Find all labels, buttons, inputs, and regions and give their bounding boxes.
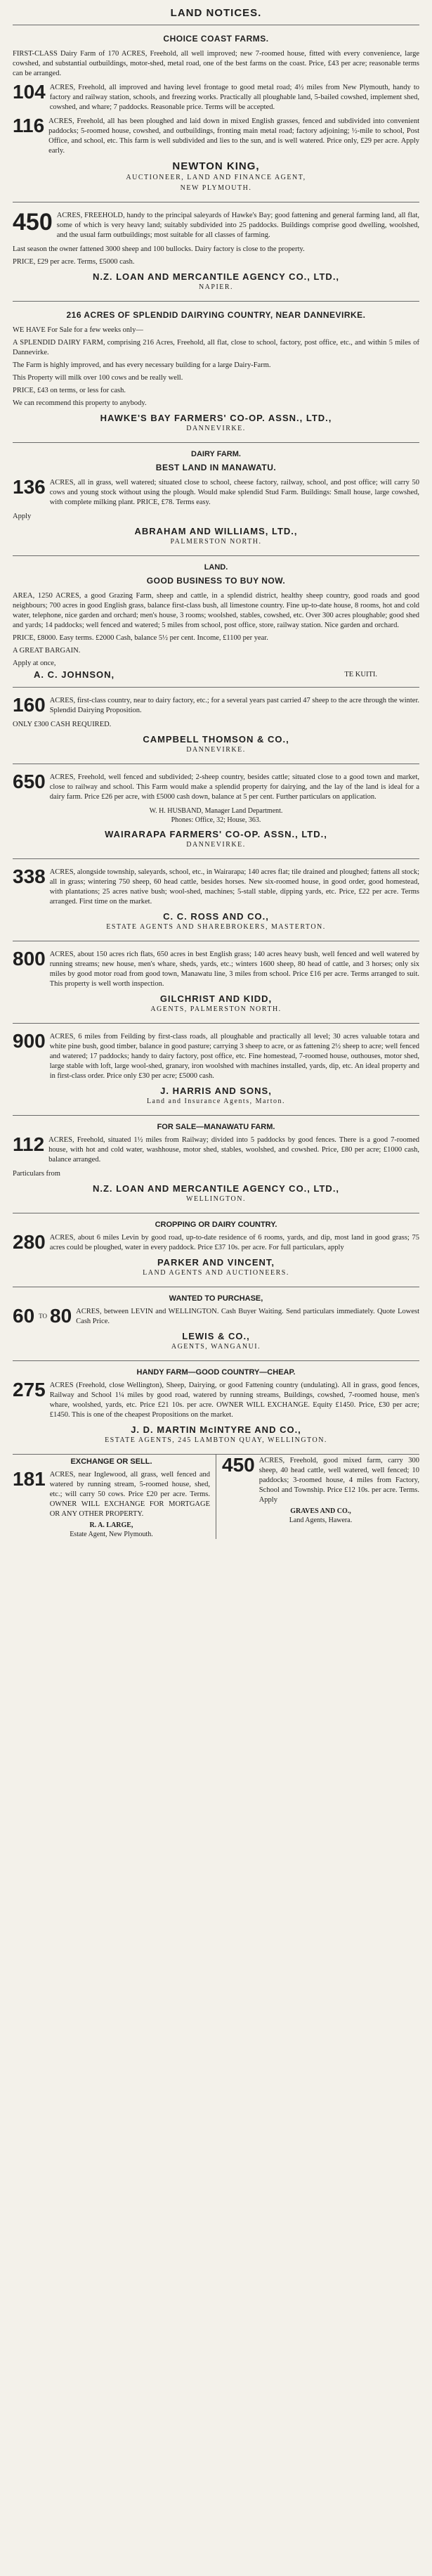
acreage-number: 80 — [50, 1305, 72, 1327]
agent-place: DANNEVIRKE. — [186, 746, 246, 754]
agent-sub: Land Agents, Hawera. — [289, 1516, 353, 1524]
acreage-number: 112 — [13, 1133, 45, 1155]
ad-gilchrist-kidd — [13, 941, 419, 1024]
listing-text: ACRES, alongside township, saleyards, school, etc., in Wairarapa; 140 acres flat; tile drained and ploughed; fattens all stock; all in grass; wintering 750 sheep, 60 head cattle, besides horses. New six-roomed house, in good order, good homestead, with plantations; 25 acres native bush; wool-shed, machines; 5-stall stable, dipping yards, etc. Price, £22 per acre. Terms arranged. First time on the market. — [49, 868, 419, 906]
ad-heading: 216 ACRES OF SPLENDID DAIRYING COUNTRY, NEAR DANNEVIRKE. — [66, 310, 366, 320]
ad-manawatu-farm-sale — [13, 1116, 419, 1213]
listing-entry — [13, 950, 419, 989]
ad-exchange-or-sell — [13, 1455, 210, 1539]
acreage-number: 650 — [13, 771, 46, 792]
ad-dannevirke-dairy — [13, 302, 419, 443]
acreage-number: 181 — [13, 1468, 46, 1490]
agent-phones: Phones: Office, 32; House, 363. — [171, 816, 261, 824]
acreage-number: 900 — [13, 1030, 46, 1052]
ad-paragraph: This Property will milk over 100 cows and be really well. — [13, 374, 183, 382]
agent-name: ABRAHAM AND WILLIAMS, LTD., — [134, 526, 298, 536]
ad-intro: WE HAVE For Sale for a few weeks only— — [13, 326, 143, 334]
agent-name: J. D. MARTIN McINTYRE AND CO., — [131, 1424, 301, 1435]
listing-text: ACRES, FREEHOLD, handy to the principal saleyards of Hawke's Bay; good fattening and general farming land, all flat, some of which is very heavy land; suitably subdivided into 25 paddocks. Buildings comprise good dwelling, woolshed, and the usual farm outbuildings; most suitable for all classes of farming. — [56, 212, 419, 239]
ad-hawkes-bay-farm — [13, 202, 419, 302]
agent-place: PALMERSTON NORTH. — [170, 538, 262, 546]
agent-place: NAPIER. — [198, 283, 234, 291]
ad-heading: FOR SALE—MANAWATU FARM. — [157, 1123, 275, 1131]
agent-name: R. A. LARGE, — [89, 1521, 133, 1529]
agent-name: WAIRARAPA FARMERS' CO-OP. ASSN., LTD., — [105, 829, 327, 839]
agent-name: N.Z. LOAN AND MERCANTILE AGENCY CO., LTD., — [92, 271, 340, 282]
ad-heading: CROPPING OR DAIRY COUNTRY. — [155, 1221, 277, 1229]
agent-place: DANNEVIRKE. — [186, 425, 246, 432]
ad-price: PRICE, £29 per acre. Terms, £5000 cash. — [13, 258, 135, 266]
ad-subheading: GOOD BUSINESS TO BUY NOW. — [146, 576, 286, 586]
agent-sub: LAND AGENTS AND AUCTIONEERS. — [143, 1269, 289, 1277]
agent-sub: ESTATE AGENTS, 245 LAMBTON QUAY, WELLINGTON. — [105, 1436, 327, 1444]
listing-text: ACRES, Freehold, situated 1½ miles from Railway; divided into 5 paddocks by good fences. There is a good 7-roomed house, with hot and cold water, washhouse, motor shed, stables, woolshed, and cowshed. Price, £80 per acre; £1000 cash, balance arranged. — [48, 1136, 419, 1164]
acreage-number: 60 — [13, 1305, 35, 1327]
ad-campbell-thomson — [13, 688, 419, 764]
agent-title: AUCTIONEER, LAND AND FINANCE AGENT, — [126, 174, 306, 181]
ad-te-kuiti-land — [13, 556, 419, 688]
listing-entry — [13, 117, 419, 156]
acreage-number: 136 — [13, 476, 46, 498]
ad-paragraph: A GREAT BARGAIN. — [13, 647, 81, 655]
ad-masterton — [13, 859, 419, 941]
agent-name: HAWKE'S BAY FARMERS' CO-OP. ASSN., LTD., — [100, 413, 332, 423]
ad-heading: CHOICE COAST FARMS. — [163, 34, 269, 44]
listing-entry — [13, 1032, 419, 1081]
listing-entry — [13, 211, 419, 240]
listing-text: ACRES, Freehold, good mixed farm, carry 300 sheep, 40 head cattle, well watered, well fenced; 10 paddocks; 3-roomed house, 4 miles from Factory, School and Township. Price £12 10s. per acre. Terms. Apply — [258, 1457, 419, 1504]
listing-entry — [13, 83, 419, 112]
ad-heading: HANDY FARM—GOOD COUNTRY—CHEAP. — [136, 1368, 296, 1377]
ad-harris-sons — [13, 1024, 419, 1116]
listing-entry — [13, 1135, 419, 1165]
agent-sub: Land and Insurance Agents, Marton. — [146, 1097, 286, 1105]
listing-text: ACRES, near Inglewood, all grass, well fenced and watered by running stream, 5-roomed house, shed, etc.; will carry 50 cows. Price £20 per acre. Terms. OWNER WILL EXCHANGE FOR MORTGAGE OR ANY OTHER PROPERTY. — [49, 1471, 210, 1518]
agent-name: CAMPBELL THOMSON & CO., — [143, 734, 289, 745]
listing-text: ACRES, about 6 miles Levin by good road, up-to-date residence of 6 rooms, yards, and dip, most land in good grass; 75 acres could be ploughed, water in every paddock. Price £37 10s. per acre. For full particulars, apply — [49, 1234, 419, 1251]
listing-entry — [13, 478, 419, 508]
agent-sub: ESTATE AGENTS AND SHAREBROKERS, MASTERTON. — [106, 923, 326, 931]
acreage-number: 275 — [13, 1379, 46, 1400]
acreage-number: 160 — [13, 694, 46, 716]
ad-price: PRICE, £8000. Easy terms. £2000 Cash, balance 5½ per cent. Income, £1100 per year. — [13, 634, 268, 642]
agent-row — [13, 670, 419, 680]
agent-name: J. HARRIS AND SONS, — [160, 1086, 272, 1096]
ad-choice-coast-farms — [13, 25, 419, 202]
ad-price: PRICE, £43 on terms, or less for cash. — [13, 387, 126, 394]
ad-subheading: BEST LAND IN MANAWATU. — [155, 463, 277, 472]
listing-entry — [13, 1381, 419, 1420]
ad-paragraph: We can recommend this property to anybody. — [13, 399, 147, 407]
listing-text: ACRES, about 150 acres rich flats, 650 acres in best English grass; 140 acres heavy bush, well fenced and well watered by running streams; new house, men's whare, sheds, yards, etc.; winters 1600 sheep, 80 head of cattle, and 3 horses; only six miles by good motor road from good town, Manawatu line, 3 miles from school. Price £16 per acre. Terms arranged to suit. This property is well worth inspection. — [49, 951, 419, 988]
bottom-two-column-ads — [13, 1455, 419, 1539]
ad-parker-vincent — [13, 1213, 419, 1287]
ad-paragraph: A SPLENDID DAIRY FARM, comprising 216 Acres, Freehold, all flat, close to school, factory, post office, etc., and within 5 miles of Dannevirke. — [13, 339, 419, 356]
acreage-number: 450 — [222, 1454, 255, 1476]
ad-handy-farm — [13, 1361, 419, 1455]
acreage-number: 800 — [13, 948, 46, 970]
page-title: LAND NOTICES. — [13, 4, 419, 25]
listing-text: ACRES, Freehold, all improved and having level frontage to good metal road; 4½ miles from New Plymouth, handy to factory and railway station, schools, and freezing works. Practically all ploughable land, 5-bailed cowshed, implement shed, cowshed, and whare; 7 paddocks. Reasonable price. Terms will be accepted. — [49, 84, 419, 111]
ad-heading: LAND. — [204, 563, 228, 572]
listing-text: ACRES, first-class country, near to dairy factory, etc.; for a several years past carried 47 sheep to the acre through the winter. Splendid Dairying Proposition. — [49, 697, 419, 714]
ad-wairarapa-farmers — [13, 764, 419, 859]
acreage-number: 338 — [13, 865, 46, 887]
ad-heading: DAIRY FARM. — [191, 450, 241, 458]
listing-text: ACRES, all in grass, well watered; situated close to school, cheese factory, railway, school, and post office; will carry 50 cows and young stock without using the plough. Would make splendid Stud Farm. Buildings: Small house, large cowshed, with complete milking plant. PRICE, £78. Terms easy. — [49, 479, 419, 506]
agent-place: NEW PLYMOUTH. — [180, 184, 252, 192]
listing-entry — [13, 865, 419, 907]
agent-name: C. C. ROSS AND CO., — [163, 911, 269, 922]
apply-line: Apply at once, — [13, 659, 56, 667]
listing-text: ACRES, between LEVIN and WELLINGTON. Cash Buyer Waiting. Send particulars immediately. Quote Lowest Cash Price. — [76, 1308, 419, 1325]
listing-text: ACRES (Freehold, close Wellington), Sheep, Dairying, or good Fattening country (undulating). All in grass, good fences, Railway and School 1¼ miles by good road, watered by running streams, Buildings, cowshed, 7-roomed house, men's whare, woolshed, yards, etc. Price £21 10s. per acre. OWNER WILL EXCHANGE. Equity £1450. Price, £30 per acre; £1450. This is one of the cheapest Propositions on the market. — [49, 1382, 419, 1419]
ad-heading: WANTED TO PURCHASE, — [169, 1294, 263, 1303]
listing-text: ACRES, Freehold, all has been ploughed and laid down in mixed English grasses, fenced and subdivided into convenient paddocks; 5-roomed house, cowshed, and outbuildings, fronting main metal road; factory adjoining; ½-mile to school, Post Office, and school, etc. This farm is well subdivided and lies to the sun, and is well watered. Price only, £29 per acre. Apply early. — [48, 117, 419, 155]
ad-paragraph: FIRST-CLASS Dairy Farm of 170 ACRES, Freehold, all well improved; new 7-roomed house, fitted with every convenience, large cowshed, and substantial outbuildings, motor-shed, metal road, one of the best farms on the coast. Price, £43 per acre; reasonable terms can be arranged. — [13, 50, 419, 77]
apply-line: Apply — [13, 513, 32, 520]
agent-name: N.Z. LOAN AND MERCANTILE AGENCY CO., LTD., — [92, 1183, 340, 1194]
listing-entry — [13, 773, 419, 802]
agent-name: A. C. JOHNSON, — [34, 669, 115, 680]
agent-manager: W. H. HUSBAND, Manager Land Department. — [149, 807, 283, 815]
listing-entry — [13, 1470, 210, 1519]
ad-paragraph: AREA, 1250 ACRES, a good Grazing Farm, sheep and cattle, in a splendid district, healthy sheep country, good roads and good neighbours; 700 acres in good English grass, balance first-class bush, all limestone country. Fine up-to-date house, 8 rooms, hot and cold water, telephone, nice garden and orchard; men's house, 3 rooms; woolshed, stables, cowshed, etc. Over 300 acres ploughable; good shed and yards; 14 paddocks; well fenced and watered; 5 miles from school, post office, store, railway station. Nice garden and orchard. — [13, 592, 419, 629]
ad-heading: EXCHANGE OR SELL. — [70, 1457, 152, 1466]
acreage-number: 116 — [13, 115, 45, 136]
listing-text: ACRES, 6 miles from Feilding by first-class roads, all ploughable and practically all level; 30 acres valuable totara and white pine bush, good timber, balance in good pasture; carrying 3 sheep to acre, or as fattening 2½ sheep to acre; well fenced and watered; 17 paddocks; handy to dairy factory, post office, etc. Fine homestead, 7-roomed house, outhouses, motor shed, large stable with loft, large wool-shed, granary, iron woolshed with machines installed, yards, dip, etc. An ideal property and in first-class order. Price only £30 per acre; £5000 cash. — [49, 1033, 419, 1080]
range-to: TO — [39, 1313, 47, 1320]
agent-name: NEWTON KING, — [172, 160, 260, 172]
agent-name: GILCHRIST AND KIDD, — [159, 993, 273, 1004]
ad-paragraph: Last season the owner fattened 3000 sheep and 100 bullocks. Dairy factory is close to the property. — [13, 245, 305, 253]
particulars-line: Particulars from — [13, 1170, 60, 1178]
acreage-number: 450 — [13, 209, 53, 236]
agent-name: PARKER AND VINCENT, — [157, 1257, 275, 1268]
listing-entry — [13, 1233, 419, 1253]
agent-sub: AGENTS, WANGANUI. — [171, 1343, 261, 1351]
agent-sub: Estate Agent, New Plymouth. — [70, 1531, 153, 1538]
listing-entry — [13, 696, 419, 716]
ad-price: ONLY £300 CASH REQUIRED. — [13, 721, 112, 728]
agent-sub: AGENTS, PALMERSTON NORTH. — [150, 1005, 282, 1013]
ad-manawatu-dairy — [13, 443, 419, 556]
listing-entry — [13, 1307, 419, 1327]
ad-graves-mixed-farm — [216, 1455, 419, 1539]
ad-wanted-to-purchase — [13, 1287, 419, 1361]
agent-place: WELLINGTON. — [186, 1195, 246, 1203]
listing-text: ACRES, Freehold, well fenced and subdivided; 2-sheep country, besides cattle; situated close to a good town and market, close to railway and school. This Farm would make a splendid property for dairying, and the lay of the land is ideal for a dairy farm. Price £26 per acre, with £5000 cash down, balance at 5 per cent. Further particulars on application. — [49, 773, 419, 801]
agent-place: DANNEVIRKE. — [186, 841, 246, 849]
agent-place: TE KUITI. — [344, 671, 377, 678]
acreage-number: 280 — [13, 1231, 46, 1253]
agent-name: LEWIS & CO., — [182, 1331, 250, 1341]
acreage-number: 104 — [13, 81, 46, 103]
ad-paragraph: The Farm is highly improved, and has every necessary building for a large Dairy-Farm. — [13, 361, 271, 369]
agent-name: GRAVES AND CO., — [290, 1507, 351, 1515]
listing-entry — [222, 1456, 419, 1505]
